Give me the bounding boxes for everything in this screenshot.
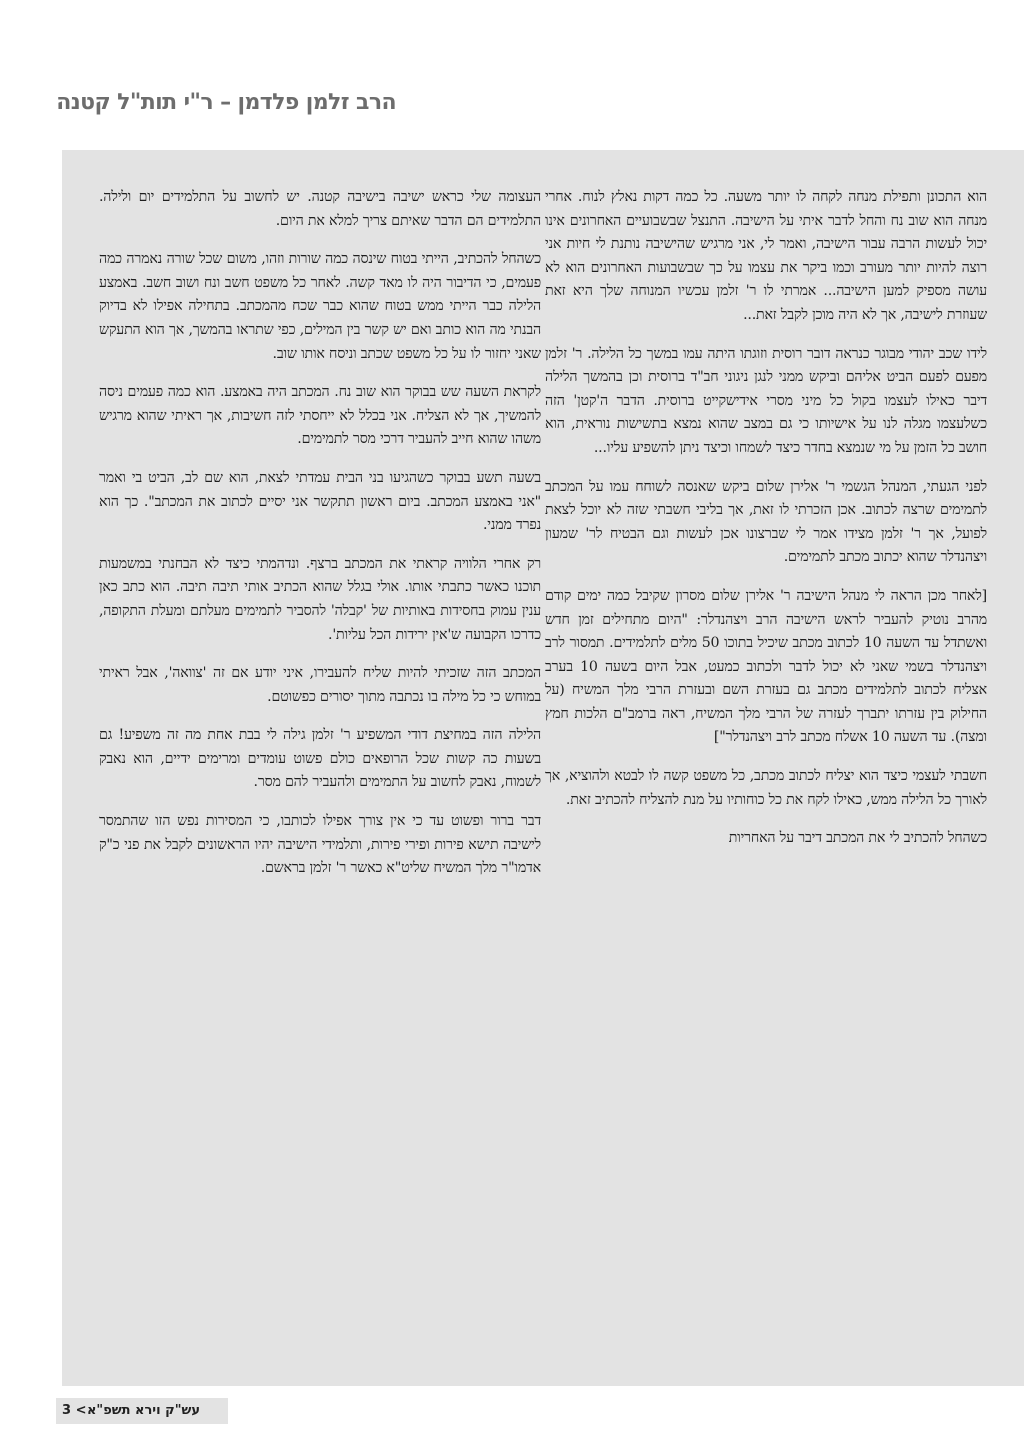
paragraph: המכתב הזה שזכיתי להיות שליח להעבירו, איני יודע אם זה 'צוואה', אבל ראיתי במוחש כי כל מילה בו נכתבה מתוך יסורים כפשוטם. — [99, 665, 541, 705]
chevron-left-icon: < — [75, 1403, 87, 1418]
paragraph: הלילה הזה במחיצת דודי המשפיע ר' זלמן גילה לי בבת אחת מה זה משפיע! גם בשעות כה קשות שכל הרופאים כולם פשוט עומדים ומרימים ידיים, הוא נאבק לשמוח, נאבק לחשוב על התמימים ולהעביר להם מסר. — [99, 727, 541, 791]
article-title: הרב זלמן פלדמן – ר"י תות"ל קטנה — [56, 90, 396, 115]
paragraph: לידו שכב יהודי מבוגר כנראה דובר רוסית וזוגתו היתה עמו במשך כל הלילה. ר' זלמן מפעם לפעם הביט אליהם וביקש ממני לנגן ניגוני חב"ד ברוסית וכן בהמשך הלילה דיבר כאילו לעצמו בקול כל מיני מסרי אידישקייט ברוסית. הדבר ה'קטן' הזה כשלעצמו מגלה לנו על אישיותו כי גם במצב שהוא נמצא בתשישות נוראית, הוא חושב כל הזמן על מי שנמצא בחדר כיצד לשמחו וכיצד ניתן להשפיע עליו... — [545, 345, 987, 456]
publication-name: עש"ק וירא תשפ"א — [86, 1403, 200, 1418]
text-column-right — [545, 186, 987, 866]
text-column-left — [99, 186, 541, 896]
paragraph: רק אחרי הלוויה קראתי את המכתב ברצף. ונדהמתי כיצד לא הבחנתי במשמעות תוכנו כאשר כתבתי אותו. אולי בגלל שהוא הכתיב אותי תיבה תיבה. הוא כתב כאן ענין עמוק בחסידות באותיות של 'קבלה' להסביר לתמימים מעלתם ומעלת התקופה, כדרכו הקבועה ש'אין ירידות הכל עליות'. — [99, 555, 541, 643]
paragraph: כשהחל להכתיב, הייתי בטוח שינסה כמה שורות וזהו, משום שכל שורה נאמרה כמה פעמים, כי הדיבור היה לו מאד קשה. לאחר כל משפט חשב ונח ושוב חשב. באמצע הלילה כבר הייתי ממש בטוח שהוא כבר שכח מהמכתב. בתחילה אפילו לא בדיוק הבנתי מה הוא כותב ואם יש קשר בין המילים, כפי שתראו בהמשך, אך הוא התעקש שאני יחזור לו על כל משפט שכתב וניסח אותו שוב. — [99, 251, 541, 362]
paragraph: הוא התכונן ותפילת מנחה לקחה לו יותר משעה. כל כמה דקות נאלץ לנוח. אחרי מנחה הוא שוב נח והחל לדבר איתי על הישיבה. התנצל שבשבועיים האחרונים אינו יכול לעשות הרבה עבור הישיבה, ואמר לי, אני מרגיש שהישיבה נותנת לי חיות אני רוצה להיות יותר מעורב וכמו ביקר את עצמו על כך שבשבועות האחרונים הוא לא עושה מספיק למען הישיבה... אמרתי לו ר' זלמן עכשיו המנוחה שלך היא זאת שעוזרת לישיבה, אך לא היה מוכן לקבל זאת... — [545, 189, 987, 323]
paragraph: לקראת השעה שש בבוקר הוא שוב נח. המכתב היה באמצע. הוא כמה פעמים ניסה להמשיך, אך לא הצליח. אני בכלל לא ייחסתי לזה חשיבות, אך ראיתי שהוא מרגיש משהו שהוא חייב להעביר דרכי מסר לתמימים. — [99, 384, 541, 448]
page-footer — [56, 1398, 228, 1424]
paragraph: בשעה תשע בבוקר כשהגיעו בני הבית עמדתי לצאת, הוא שם לב, הביט בי ואמר "אני באמצע המכתב. ביום ראשון תתקשר אני יסיים לכתוב את המכתב". כך הוא נפרד ממני. — [99, 469, 541, 534]
paragraph: [לאחר מכן הראה לי מנהל הישיבה ר' אלירן שלום מסרון שקיבל כמה ימים קודם מהרב נוטיק להעביר לראש הישיבה הרב ויצהנדלר: "היום מתחילים זמן חדש ואשתדל עד השעה 10 לכתוב מכתב שיכיל בתוכו 50 מלים לתלמידים. תמסור לרב ויצהנדלר בשמי שאני לא יכול לדבר ולכתוב כמעט, אבל היום בשעה 10 בערב אצליח לכתוב לתלמידים מכתב גם בעזרת השם ובעזרת הרבי מלך המשיח (על החילוק בין עזרתו יתברך לעזרה של הרבי מלך המשיח, ראה ברמב"ם הלכות חמץ ומצה). עד השעה 10 אשלח מכתב לרב ויצהנדלר"] — [545, 587, 988, 746]
page-number-value: 3 — [62, 1403, 72, 1418]
paragraph: העצומה שלי כראש ישיבה בישיבה קטנה. יש לחשוב על התלמידים יום ולילה. התלמידים הם הדבר שאיתם צריך למלא את היום. — [99, 189, 541, 229]
paragraph: כשהחל להכתיב לי את המכתב דיבר על האחריות — [728, 830, 987, 847]
page-number — [62, 1398, 86, 1424]
paragraph: דבר ברור ופשוט עד כי אין צורך אפילו לכותבו, כי המסירות נפש הזו שהתמסר לישיבה תישא פירות ופירי פירות, ותלמידי הישיבה יהיו הראשונים לקבל את פני כ"ק אדמו"ר מלך המשיח שליט"א כאשר ר' זלמן בראשם. — [99, 813, 541, 877]
paragraph: לפני הגעתי, המנהל הגשמי ר' אלירן שלום ביקש שאנסה לשוחח עמו על המכתב לתמימים שרצה לכתוב. אכן הזכרתי לו זאת, אך בליבי חשבתי שזה לא יוכל לצאת לפועל, אך ר' זלמן מצידו אמר לי שברצונו אכן לעשות וגם הבטיח לר' שמעון ויצהנדלר שהוא יכתוב מכתב לתמימים. — [545, 478, 987, 566]
paragraph: חשבתי לעצמי כיצד הוא יצליח לכתוב מכתב, כל משפט קשה לו לבטא ולהוציא, אך לאורך כל הלילה ממש, כאילו לקח את כל כוחותיו על מנת להצליח להכתיב זאת. — [545, 768, 987, 808]
